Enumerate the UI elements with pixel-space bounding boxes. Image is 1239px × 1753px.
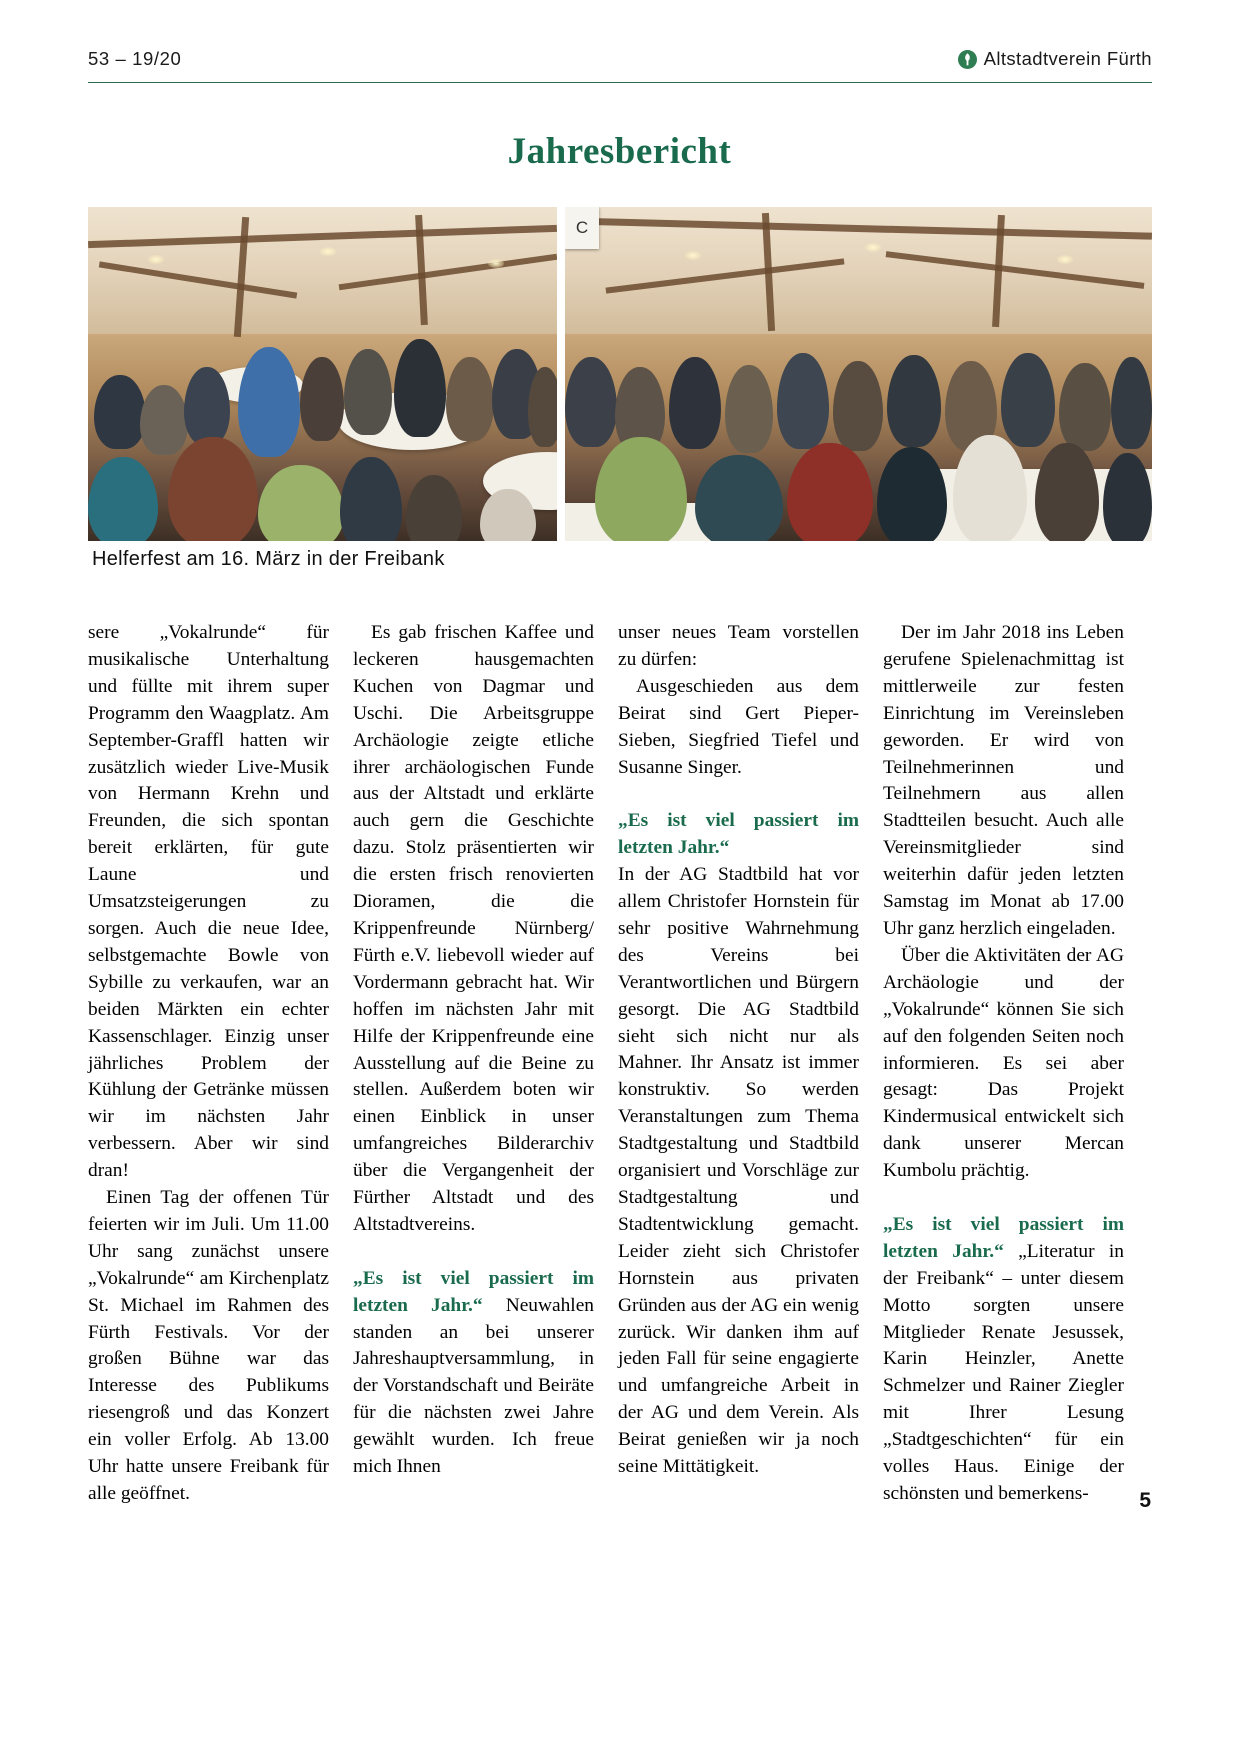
helferfest-photo-right	[565, 207, 1152, 541]
paragraph: Ausgeschieden aus dem Beirat sind Gert Pieper-Sieben, Siegfried Tiefel und Susanne Singer.	[618, 675, 859, 778]
paragraph: Der im Jahr 2018 ins Leben gerufene Spielenachmittag ist mittlerweile zur festen Einrichtung im Vereinsleben geworden. Er wird von Teilnehmerinnen und Teilnehmern aus allen Stadtteilen besucht. Auch alle Vereinsmitglieder sind weiterhin dafür jeden letzten Samstag im Monat ab 17.00 Uhr ganz herzlich eingeladen.	[883, 622, 1124, 939]
paragraph: sere „Vokalrunde“ für musikalische Unterhaltung und füllte mit ihrem super Programm den Waagplatz. Am September-Graffl hatten wir zusätzlich wieder Live-Musik von Hermann Krehn und Freunden, die sich spontan bereit erklärten, für gute Laune und Umsatzsteigerungen zu sorgen. Auch die neue Idee, selbstgemachte Bowle von Sybille zu verkaufen, war an beiden Märkten ein echter Kassenschlager. Einzig unser jährliches Problem der Kühlung der Getränke müssen wir im nächsten Jahr verbessern. Aber wir sind dran!	[88, 622, 329, 1182]
paragraph: Über die Aktivitäten der AG Archäologie und der „Vokalrunde“ können Sie sich auf den folgenden Seiten noch informieren. Es sei aber gesagt: Das Projekt Kindermusical entwickelt sich dank unserer Mercan Kumbolu prächtig.	[883, 944, 1124, 1182]
photo-right-scene	[565, 207, 1152, 541]
column-2	[353, 620, 594, 1478]
org-name: Altstadtverein Fürth	[983, 48, 1152, 69]
sign-letter-c: C	[565, 207, 599, 249]
photo-row	[88, 207, 1152, 541]
tree-logo-icon	[958, 50, 977, 69]
column-1	[88, 620, 329, 1504]
paragraph-with-subhead	[883, 1212, 1124, 1508]
paragraph: In der AG Stadtbild hat vor allem Christofer Hornstein für sehr positive Wahrnehmung des Vereins bei Verantwortlichen und Bürgern gesorgt. Die AG Stadtbild sieht sich nicht nur als Mahner. Ihr Ansatz ist immer konstruktiv. So werden Veranstaltungen zum Thema Stadtgestaltung und Stadtbild organisiert und Vorschläge zur Stadtgestaltung und Stadtentwicklung gemacht. Leider zieht sich Christofer Hornstein aus privaten Gründen aus der AG ein wenig zurück. Wir danken ihm auf jeden Fall für seine engagierte und umfangreiche Arbeit in der AG und dem Verein. Als Beirat genießen wir ja noch seine Mittätigkeit.	[618, 864, 859, 1478]
column-3	[618, 620, 859, 1478]
paragraph: Es gab frischen Kaffee und leckeren hausgemachten Kuchen von Dagmar und Uschi. Die Arbeitsgruppe Archäologie zeigte etliche ihrer archäologischen Funde aus der Altstadt und erklärte auch gern die Geschichte dazu. Stolz präsentierten wir die ersten frisch renovierten Dioramen, die die Krippenfreunde Nürnberg/ Fürth e.V. liebevoll wieder auf Vordermann gebracht hat. Wir hoffen im nächsten Jahr mit Hilfe der Krippenfreunde eine Ausstellung auf die Beine zu stellen. Außerdem boten wir einen Einblick in unser umfangreiches Bilderarchiv über die Vergangenheit der Fürther Altstadt und des Altstadtvereins.	[353, 622, 594, 1235]
article-columns	[88, 620, 1154, 1504]
column-4	[883, 620, 1125, 1504]
paragraph: unser neues Team vorstellen zu dürfen:	[618, 622, 859, 670]
photo-caption: Helferfest am 16. März in der Freibank	[92, 548, 445, 570]
subhead: „Es ist viel passiert im letzten Jahr.“	[618, 810, 859, 859]
subhead-continuation: „Literatur in der Freibank“ – unter diesem Motto sorgten unsere Mitglieder Renate Jesussek, Karin Heinzler, Anette Schmelzer und Rainer Ziegler mit Ihrer Lesung „Stadtgeschichten“ für ein volles Haus. Einige der schönsten und bemerkens-	[883, 1240, 1125, 1504]
photo-left-scene	[88, 207, 557, 541]
page-title: Jahresbericht	[507, 131, 732, 172]
page-number: 5	[1139, 1489, 1151, 1512]
subhead: „Es ist viel passiert im letzten Jahr.“	[883, 1213, 1124, 1262]
subhead-continuation: Neuwahlen standen an bei unserer Jahreshauptversammlung, in der Vorstandschaft und Beiräte für die nächsten zwei Jahre gewählt wurden. Ich freue mich Ihnen	[353, 1294, 594, 1478]
helferfest-photo-left	[88, 207, 557, 541]
subhead: „Es ist viel passiert im letzten Jahr.“	[353, 1267, 594, 1316]
org-identifier	[958, 48, 1152, 70]
paragraph-with-subhead	[353, 1266, 594, 1481]
issue-number: 53 – 19/20	[88, 48, 182, 69]
header-divider	[88, 82, 1152, 83]
paragraph: Einen Tag der offenen Tür feierten wir im Juli. Um 11.00 Uhr sang zunächst unsere „Vokalrunde“ am Kirchenplatz St. Michael im Rahmen des Fürth Festivals. Vor der großen Bühne war das Interesse des Publikums riesengroß und das Konzert ein voller Erfolg. Ab 13.00 Uhr hatte unsere Freibank für alle geöffnet.	[88, 1187, 329, 1504]
page-header	[88, 48, 1152, 82]
